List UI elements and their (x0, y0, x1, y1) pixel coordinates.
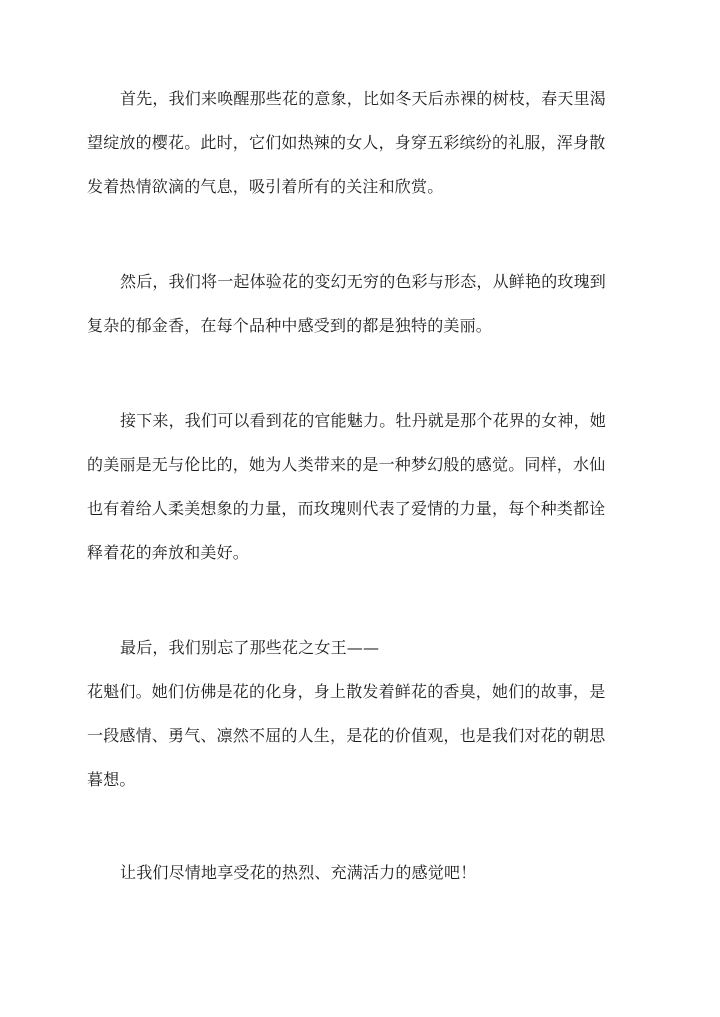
paragraph-4 (87, 626, 633, 802)
paragraph-line: 暮想。 (87, 770, 136, 789)
paragraph-line: 发着热情欲滴的气息，吸引着所有的关注和欣赏。 (87, 177, 444, 196)
paragraph-line: 的美丽是无与伦比的，她为人类带来的是一种梦幻般的感觉。同样，水仙 (87, 455, 606, 474)
paragraph-line: 让我们尽情地享受花的热烈、充满活力的感觉吧！ (120, 863, 477, 882)
paragraph-line: 然后，我们将一起体验花的变幻无穷的色彩与形态，从鲜艳的玫瑰到 (120, 272, 607, 291)
paragraph-line: 也有着给人柔美想象的力量，而玫瑰则代表了爱情的力量，每个种类都诠 (87, 499, 606, 518)
paragraph-line: 一段感情、勇气、凛然不屈的人生，是花的价值观，也是我们对花的朝思 (87, 726, 606, 745)
paragraph-5 (87, 851, 633, 895)
paragraph-line: 接下来，我们可以看到花的官能魅力。牡丹就是那个花界的女神，她 (120, 411, 607, 430)
paragraph-3 (87, 399, 633, 575)
paragraph-line: 复杂的郁金香，在每个品种中感受到的都是独特的美丽。 (87, 316, 493, 335)
paragraph-line: 花魁们。她们仿佛是花的化身，身上散发着鲜花的香臭，她们的故事，是 (87, 682, 606, 701)
paragraph-line: 最后，我们别忘了那些花之女王—— (120, 638, 380, 657)
paragraph-line: 释着花的奔放和美好。 (87, 543, 250, 562)
paragraph-line: 首先，我们来唤醒那些花的意象，比如冬天后赤裸的树枝，春天里渴 (120, 89, 607, 108)
paragraph-line: 望绽放的樱花。此时，它们如热辣的女人，身穿五彩缤纷的礼服，浑身散 (87, 133, 606, 152)
paragraph-2 (87, 260, 633, 348)
paragraph-1 (87, 77, 633, 209)
